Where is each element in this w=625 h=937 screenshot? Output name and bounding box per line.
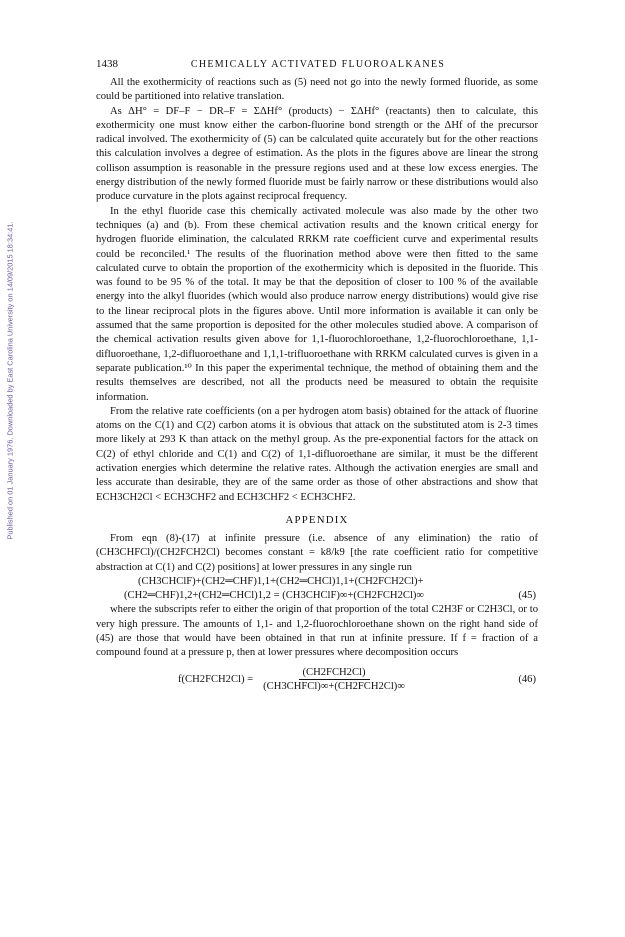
equation-45-number: (45) [518,590,536,602]
paragraph-4: From the relative rate coefficients (on a per hydrogen atom basis) obtained for the attack of fluorine atoms on the C(1) and C(2) carbon atoms it is obvious that attack on the substituted atom is 2-3 times more likely at 293 K than attack on the methyl group. As the pre-exponential factors for the attack on C(2) of ethyl chloride and C(1) and C(2) of 1,1-difluoroethane are similar, it must be the different activation energies which determine the relative rates. Although the activation energies are small and less accurate than desirable, they are of the same order as those of other abstractions and show that ECH3CH2Cl < ECH3CHF2 and ECH3CHF2 < ECH3CHF2. [96,405,538,503]
page-content [96,58,538,692]
page-header [96,58,538,70]
download-watermark-text: Published on 01 January 1976. Downloaded by East Carolina University on 14/09/2015 18:34:41. [5,220,15,540]
appendix-intro-paragraph: From eqn (8)-(17) at infinite pressure (i.e. absence of any elimination) the ratio of (CH3CHFCl)/(CH2FCH2Cl) becomes constant = k8/k9 [the rate coefficient ratio for competitive abstraction at C(1) and C(2) positions] at lower pressures in any single run [96,532,538,573]
paragraph-2: As ΔH° = DF–F − DR–F = ΣΔHf° (products) − ΣΔHf° (reactants) then to calculate, this exothermicity one must know either the carbon-fluorine bond strength or the ΔHf of the precursor radical involved. The exothermicity of (5) can be calculated quite accurately but for the other reactions this calculation involves a degree of estimation. As the plots in the figures above are linear the strong collison assumption is reasonable in the pressure regions used and at these low excess energies. The energy distribution of the newly formed fluoride must be fairly narrow or these distributions would also produce curvature in the plots against reciprocal frequency. [96,105,538,203]
equation-45-line-1: (CH3CHClF)+(CH2═CHF)1,1+(CH2═CHCl)1,1+(CH2FCH2Cl)+ [138,575,424,587]
appendix-paragraph-2: where the subscripts refer to either the origin of that proportion of the total C2H3F or C2H3Cl, or to very high pressure. The amounts of 1,1- and 1,2-fluorochloroethane shown on the right hand side of (45) are those that would have been obtained in that run at infinite pressure. If f = fraction of a compound found at a pressure p, then at lower pressures where decomposition occurs [96,604,538,659]
equation-46-lhs: f(CH2FCH2Cl) = [178,673,254,685]
equation-46-denominator: (CH3CHFCl)∞+(CH2FCH2Cl)∞ [263,680,405,692]
appendix-heading: APPENDIX [285,513,349,526]
equation-46 [96,667,538,692]
download-watermark [1,150,19,610]
paragraph-1: All the exothermicity of reactions such as (5) need not go into the newly formed fluoride, as some could be partitioned into relative translation. [96,77,538,103]
equation-45-line-2: (CH2═CHF)1,2+(CH2═CHCl)1,2 = (CH3CHClF)∞+(CH2FCH2Cl)∞ [124,590,424,602]
equation-46-fraction [259,667,409,692]
equation-45 [96,575,538,604]
equation-46-number: (46) [518,673,536,685]
page-number: 1438 [96,58,118,70]
equation-46-numerator: (CH2FCH2Cl) [299,667,370,680]
paragraph-3: In the ethyl fluoride case this chemically activated molecule was also made by the other two techniques (a) and (b). From these chemical activation results and the known critical energy for hydrogen fluoride elimination, the calculated RRKM rate coefficient curve and experimental results could be reconciled.¹ The results of the fluorination method above were then fitted to the same calculated curve to obtain the proportion of the exothermicity which is deposited in the fluoride. This was found to be 95 % of the total. It may be that the deposition of closer to 100 % of the available energy into the alkyl fluorides (which would also produce narrow energy distributions) would give rise to the linear reciprocal plots in the figures above. Until more information is available it can only be assumed that the same proportion is deposited for the other molecules studied above. A comparison of the chemical activation results given above for 1,1-fluorochloroethane, 1,2-fluorochloroethane, 1,1-difluoroethane, 1,2-difluoroethane and 1,1,1-trifluoroethane with RRKM calculated curves is given in a separate publication.¹⁰ In this paper the experimental technique, the method of obtaining them and the results themselves are described, not all the products need be measured to obtain the requisite information. [96,205,538,403]
running-title: CHEMICALLY ACTIVATED FLUOROALKANES [190,59,446,70]
